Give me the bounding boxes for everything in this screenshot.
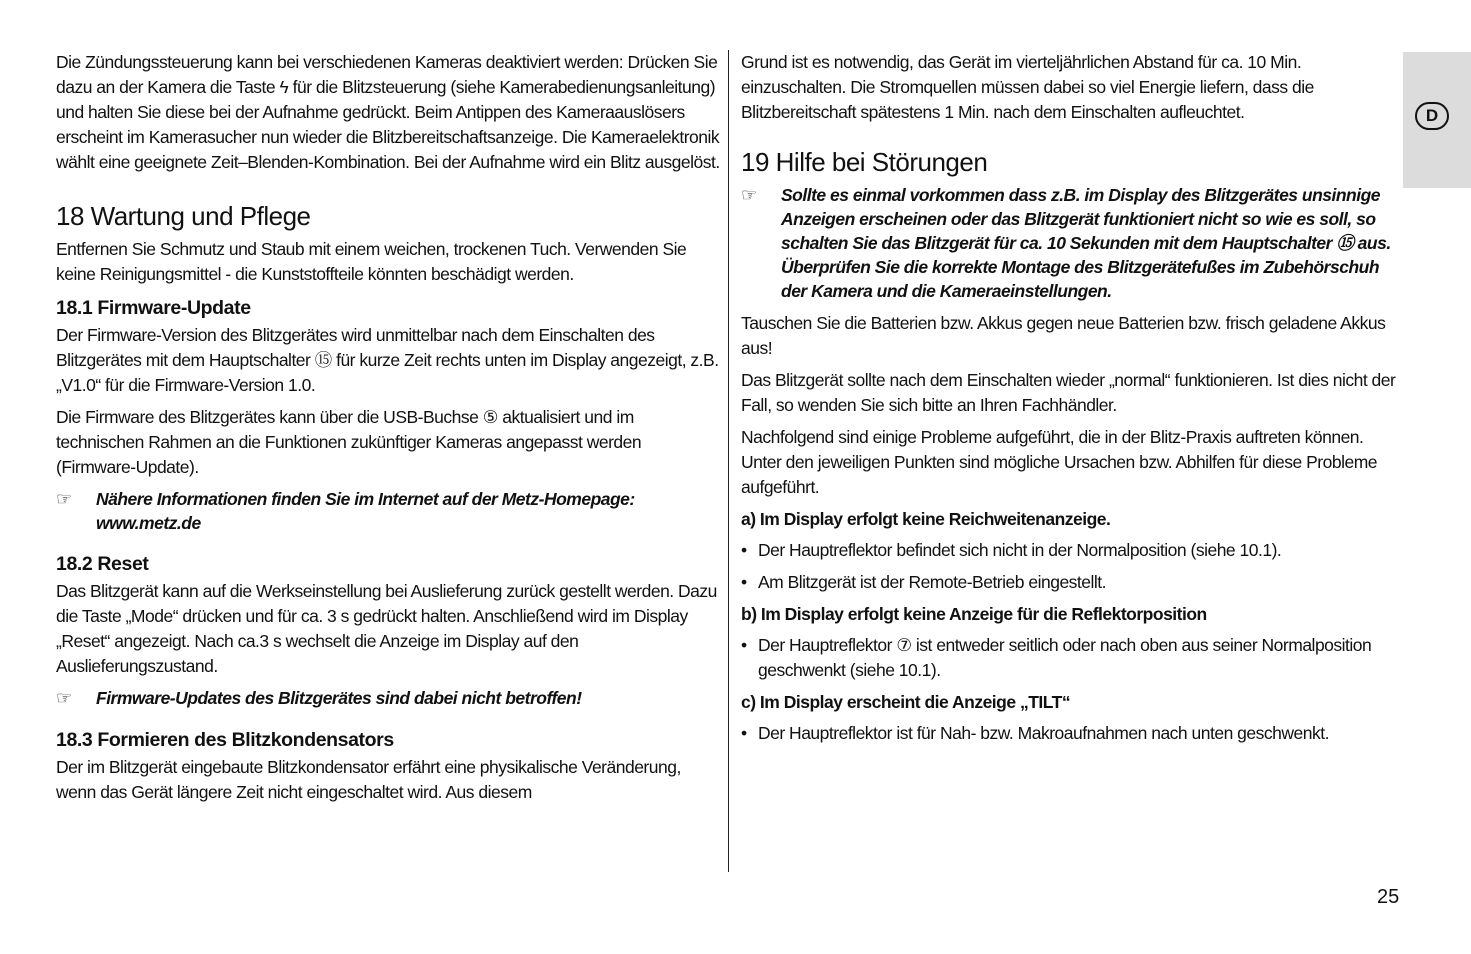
- paragraph-batteries: Tauschen Sie die Batterien bzw. Akkus gegen neue Batterien bzw. frisch geladene Akkus aus!: [741, 313, 1386, 358]
- bullet-icon: •: [741, 723, 747, 743]
- bullet-icon: •: [741, 540, 747, 560]
- note-18-2-text: Firmware-Updates des Blitzgerätes sind dabei nicht betroffen!: [96, 688, 582, 708]
- section-18-3-text: Der im Blitzgerät eingebaute Blitzkondensator erfährt eine physikalische Veränderung, wenn das Gerät längere Zeit nicht eingeschaltet wird. Aus diesem: [56, 757, 681, 802]
- section-18-heading: 18 Wartung und Pflege: [56, 201, 311, 231]
- section-19-heading: 19 Hilfe bei Störungen: [741, 147, 988, 177]
- section-18-2-heading: 18.2 Reset: [56, 553, 149, 575]
- section-18-3-heading: 18.3 Formieren des Blitzkondensators: [56, 729, 394, 751]
- note-18-2: [56, 686, 721, 711]
- note-19-text: Sollte es einmal vorkommen dass z.B. im Display des Blitzgerätes unsinnige Anzeigen erscheinen oder das Blitzgerät funktioniert nicht so wie es soll, so schalten Sie das Blitzgerät für ca. 10 Sekunden mit dem Hauptschalter ⑮ aus. Überprüfen Sie die korrekte Montage des Blitzgerätefußes im Zubehörschuh der Kamera und die Kameraeinstellungen.: [781, 185, 1391, 301]
- language-tab: [1403, 52, 1471, 188]
- bullet-icon: •: [741, 635, 747, 655]
- section-18-1-text-b: Die Firmware des Blitzgerätes kann über die USB-Buchse ⑤ aktualisiert und im technischen Rahmen an die Funktionen zukünftiger Kameras angepasst werden (Firmware-Update).: [56, 407, 642, 477]
- left-column: [56, 50, 721, 812]
- pointing-hand-icon: ☞: [56, 688, 73, 708]
- note-19: [741, 183, 1406, 303]
- section-18-1-heading: 18.1 Firmware-Update: [56, 297, 251, 319]
- problem-b-heading: b) Im Display erfolgt keine Anzeige für die Reflektorposition: [741, 604, 1207, 624]
- list-item: [741, 721, 1406, 746]
- right-column: [741, 50, 1406, 753]
- section-18-1-text-a: Der Firmware-Version des Blitzgerätes wird unmittelbar nach dem Einschalten des Blitzgerätes mit dem Hauptschalter ⑮ für kurze Zeit rechts unten im Display angezeigt, z.B. „V1.0“ für die Firmware-Version 1.0.: [56, 325, 719, 395]
- paragraph-normal: Das Blitzgerät sollte nach dem Einschalten wieder „normal“ funktionieren. Ist dies nicht der Fall, so wenden Sie sich bitte an Ihren Fachhändler.: [741, 370, 1396, 415]
- pointing-hand-icon: ☞: [56, 489, 73, 509]
- pointing-hand-icon: ☞: [741, 185, 758, 205]
- note-18-1: [56, 487, 721, 535]
- page-number: 25: [1377, 886, 1400, 908]
- paragraph-problems: Nachfolgend sind einige Probleme aufgeführt, die in der Blitz-Praxis auftreten können. Unter den jeweiligen Punkten sind mögliche Ursachen bzw. Abhilfen für diese Probleme aufgeführt.: [741, 427, 1378, 497]
- list-item: [741, 570, 1406, 595]
- column-divider: [728, 50, 729, 872]
- list-item-text: Der Hauptreflektor befindet sich nicht in der Normalposition (siehe 10.1).: [758, 540, 1282, 560]
- list-item-text: Der Hauptreflektor ist für Nah- bzw. Makroaufnahmen nach unten geschwenkt.: [758, 723, 1329, 743]
- section-18-2-text: Das Blitzgerät kann auf die Werkseinstellung bei Auslieferung zurück gestellt werden. Dazu die Taste „Mode“ drücken und für ca. 3 s gedrückt halten. Anschließend wird im Display „Reset“ angezeigt. Nach ca.3 s wechselt die Anzeige im Display auf den Auslieferungszustand.: [56, 581, 717, 676]
- continued-paragraph: Grund ist es notwendig, das Gerät im vierteljährlichen Abstand für ca. 10 Min. einzuschalten. Die Stromquellen müssen dabei so viel Energie liefern, dass die Blitzbereitschaft spätestens 1 Min. nach dem Einschalten aufleuchtet.: [741, 52, 1314, 122]
- list-item-text: Der Hauptreflektor ⑦ ist entweder seitlich oder nach oben aus seiner Normalposition geschwenkt (siehe 10.1).: [758, 635, 1372, 680]
- intro-paragraph: Die Zündungssteuerung kann bei verschiedenen Kameras deaktiviert werden: Drücken Sie dazu an der Kamera die Taste ϟ für die Blitzsteuerung (siehe Kamerabedienungsanleitung) und halten Sie diese bei der Aufnahme gedrückt. Beim Antippen des Kameraauslösers erscheint im Kamerasucher nun wieder die Blitzbereitschaftsanzeige. Die Kameraelektronik wählt eine geeignete Zeit–Blenden-Kombination. Bei der Aufnahme wird ein Blitz ausgelöst.: [56, 52, 720, 172]
- list-item-text: Am Blitzgerät ist der Remote-Betrieb eingestellt.: [758, 572, 1107, 592]
- note-18-1-text: Nähere Informationen finden Sie im Internet auf der Metz-Homepage: www.metz.de: [96, 489, 635, 533]
- problem-a-heading: a) Im Display erfolgt keine Reichweitenanzeige.: [741, 509, 1111, 529]
- list-item: [741, 538, 1406, 563]
- problem-c-heading: c) Im Display erscheint die Anzeige „TILT“: [741, 692, 1071, 712]
- section-18-text: Entfernen Sie Schmutz und Staub mit einem weichen, trockenen Tuch. Verwenden Sie keine Reinigungsmittel - die Kunststoffteile könnten beschädigt werden.: [56, 239, 687, 284]
- bullet-icon: •: [741, 572, 747, 592]
- language-badge: D: [1415, 102, 1449, 130]
- list-item: [741, 633, 1406, 683]
